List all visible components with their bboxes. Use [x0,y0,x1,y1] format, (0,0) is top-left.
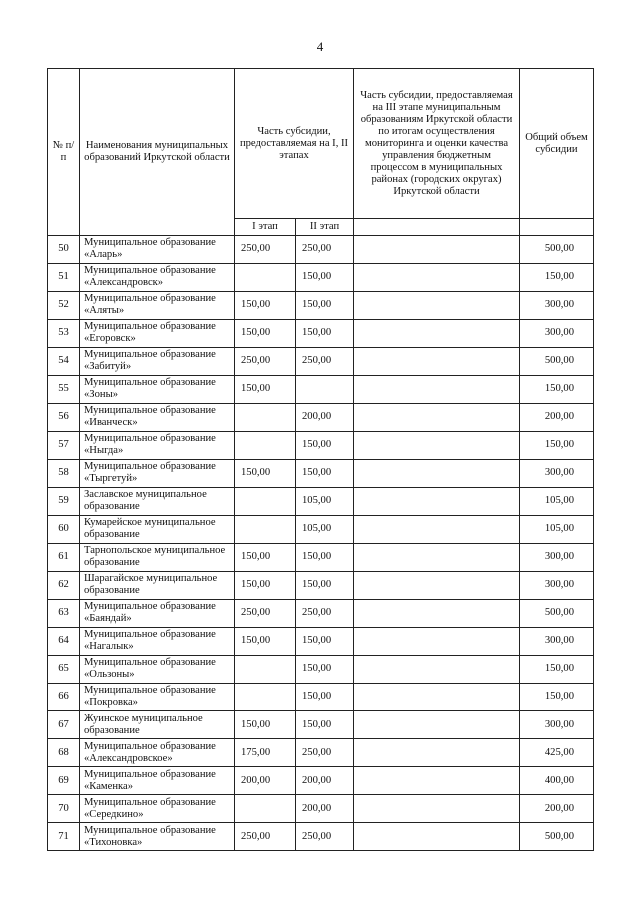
stage3-value [354,711,520,739]
table-row [48,236,594,264]
stage1-value: 200,00 [235,767,296,795]
stage2-value: 150,00 [296,571,354,599]
stage3-value [354,599,520,627]
total-value: 105,00 [520,515,594,543]
municipality-name: Шарагайское муниципальное образование [80,571,235,599]
municipality-name: Тарнопольское муниципальное образование [80,543,235,571]
municipality-name: Муниципальное образование «Каменка» [80,767,235,795]
stage2-value: 105,00 [296,487,354,515]
stage3-value [354,347,520,375]
stage1-value [235,431,296,459]
row-number: 61 [48,543,80,571]
stage2-value: 150,00 [296,683,354,711]
total-value: 425,00 [520,739,594,767]
stage2-value: 250,00 [296,739,354,767]
stage3-value [354,767,520,795]
row-number: 67 [48,711,80,739]
table-row [48,515,594,543]
total-value: 500,00 [520,236,594,264]
table-row [48,543,594,571]
total-value: 400,00 [520,767,594,795]
total-value: 105,00 [520,487,594,515]
table-body [48,236,594,851]
total-value: 200,00 [520,403,594,431]
subsidy-table [47,68,594,851]
municipality-name: Муниципальное образование «Александровск» [80,263,235,291]
stage1-value: 250,00 [235,236,296,264]
stage2-value: 150,00 [296,459,354,487]
stage2-value: 250,00 [296,236,354,264]
stage1-value: 150,00 [235,571,296,599]
stage3-value [354,515,520,543]
municipality-name: Муниципальное образование «Иванческ» [80,403,235,431]
total-value: 300,00 [520,459,594,487]
stage2-value: 250,00 [296,347,354,375]
stage2-value: 150,00 [296,543,354,571]
header-stage1: I этап [235,219,296,236]
row-number: 56 [48,403,80,431]
row-number: 51 [48,263,80,291]
total-value: 500,00 [520,599,594,627]
stage1-value: 150,00 [235,291,296,319]
stage1-value: 250,00 [235,823,296,851]
stage3-value [354,795,520,823]
municipality-name: Муниципальное образование «Аляты» [80,291,235,319]
table-row [48,291,594,319]
stage1-value: 150,00 [235,375,296,403]
table-row [48,431,594,459]
row-number: 64 [48,627,80,655]
row-number: 71 [48,823,80,851]
total-value: 150,00 [520,683,594,711]
total-value: 300,00 [520,627,594,655]
header-part12: Часть субсидии, предоставляемая на I, II этапах [235,69,354,219]
total-value: 500,00 [520,823,594,851]
row-number: 57 [48,431,80,459]
stage3-value [354,375,520,403]
table-row [48,403,594,431]
stage1-value [235,263,296,291]
stage2-value [296,375,354,403]
total-value: 150,00 [520,655,594,683]
row-number: 50 [48,236,80,264]
row-number: 59 [48,487,80,515]
stage1-value [235,795,296,823]
stage3-value [354,263,520,291]
header-name: Наименования муниципальных образований Иркутской области [80,69,235,236]
stage1-value: 250,00 [235,599,296,627]
row-number: 68 [48,739,80,767]
table-row [48,683,594,711]
municipality-name: Муниципальное образование «Александровское» [80,739,235,767]
row-number: 66 [48,683,80,711]
municipality-name: Кумарейское муниципальное образование [80,515,235,543]
total-value: 150,00 [520,431,594,459]
municipality-name: Муниципальное образование «Зоны» [80,375,235,403]
stage3-value [354,403,520,431]
stage1-value [235,403,296,431]
header-part3-blank [354,219,520,236]
total-value: 200,00 [520,795,594,823]
row-number: 54 [48,347,80,375]
total-value: 150,00 [520,375,594,403]
stage3-value [354,291,520,319]
table-row [48,487,594,515]
row-number: 53 [48,319,80,347]
stage3-value [354,683,520,711]
table-row [48,571,594,599]
row-number: 60 [48,515,80,543]
table-row [48,599,594,627]
municipality-name: Муниципальное образование «Аларь» [80,236,235,264]
row-number: 70 [48,795,80,823]
header-num: № п/п [48,69,80,236]
stage2-value: 250,00 [296,599,354,627]
page-number: 4 [316,39,324,54]
row-number: 58 [48,459,80,487]
stage3-value [354,431,520,459]
table-row [48,319,594,347]
stage1-value: 150,00 [235,543,296,571]
stage3-value [354,571,520,599]
stage3-value [354,487,520,515]
total-value: 300,00 [520,319,594,347]
stage2-value: 150,00 [296,263,354,291]
stage2-value: 200,00 [296,403,354,431]
table-row [48,739,594,767]
table-row [48,823,594,851]
municipality-name: Муниципальное образование «Егоровск» [80,319,235,347]
stage2-value: 150,00 [296,291,354,319]
municipality-name: Муниципальное образование «Баяндай» [80,599,235,627]
stage1-value [235,515,296,543]
municipality-name: Муниципальное образование «Покровка» [80,683,235,711]
table-row [48,655,594,683]
stage3-value [354,543,520,571]
header-total: Общий объем субсидии [520,69,594,219]
stage2-value: 250,00 [296,823,354,851]
stage3-value [354,655,520,683]
total-value: 300,00 [520,291,594,319]
municipality-name: Жуинское муниципальное образование [80,711,235,739]
stage3-value [354,739,520,767]
municipality-name: Муниципальное образование «Забитуй» [80,347,235,375]
municipality-name: Муниципальное образование «Тыргетуй» [80,459,235,487]
municipality-name: Муниципальное образование «Тихоновка» [80,823,235,851]
stage2-value: 150,00 [296,627,354,655]
row-number: 63 [48,599,80,627]
stage1-value: 150,00 [235,627,296,655]
total-value: 300,00 [520,711,594,739]
header-stage2: II этап [296,219,354,236]
stage3-value [354,823,520,851]
stage1-value: 250,00 [235,347,296,375]
total-value: 500,00 [520,347,594,375]
stage3-value [354,459,520,487]
stage3-value [354,627,520,655]
stage2-value: 150,00 [296,431,354,459]
table-row [48,375,594,403]
table-row [48,795,594,823]
stage1-value [235,655,296,683]
municipality-name: Муниципальное образование «Середкино» [80,795,235,823]
total-value: 150,00 [520,263,594,291]
municipality-name: Муниципальное образование «Ользоны» [80,655,235,683]
table-row [48,627,594,655]
table-row [48,459,594,487]
header-total-blank [520,219,594,236]
stage3-value [354,319,520,347]
municipality-name: Муниципальное образование «Нагалык» [80,627,235,655]
table-row [48,711,594,739]
stage3-value [354,236,520,264]
stage2-value: 150,00 [296,711,354,739]
stage1-value [235,487,296,515]
table-row [48,347,594,375]
table-row [48,263,594,291]
total-value: 300,00 [520,571,594,599]
stage1-value: 175,00 [235,739,296,767]
stage1-value [235,683,296,711]
row-number: 52 [48,291,80,319]
stage1-value: 150,00 [235,459,296,487]
row-number: 55 [48,375,80,403]
stage2-value: 200,00 [296,795,354,823]
stage2-value: 150,00 [296,319,354,347]
row-number: 62 [48,571,80,599]
header-part3: Часть субсидии, предоставляемая на III этапе муниципальным образованиям Иркутской области по итогам осуществления мониторинга и оценки качества управления бюджетным процессом в муниципальных районах (городских округах) Иркутской области [354,69,520,219]
table-row [48,767,594,795]
row-number: 65 [48,655,80,683]
stage1-value: 150,00 [235,319,296,347]
stage1-value: 150,00 [235,711,296,739]
stage2-value: 150,00 [296,655,354,683]
municipality-name: Муниципальное образование «Ныгда» [80,431,235,459]
municipality-name: Заславское муниципальное образование [80,487,235,515]
stage2-value: 200,00 [296,767,354,795]
row-number: 69 [48,767,80,795]
total-value: 300,00 [520,543,594,571]
stage2-value: 105,00 [296,515,354,543]
